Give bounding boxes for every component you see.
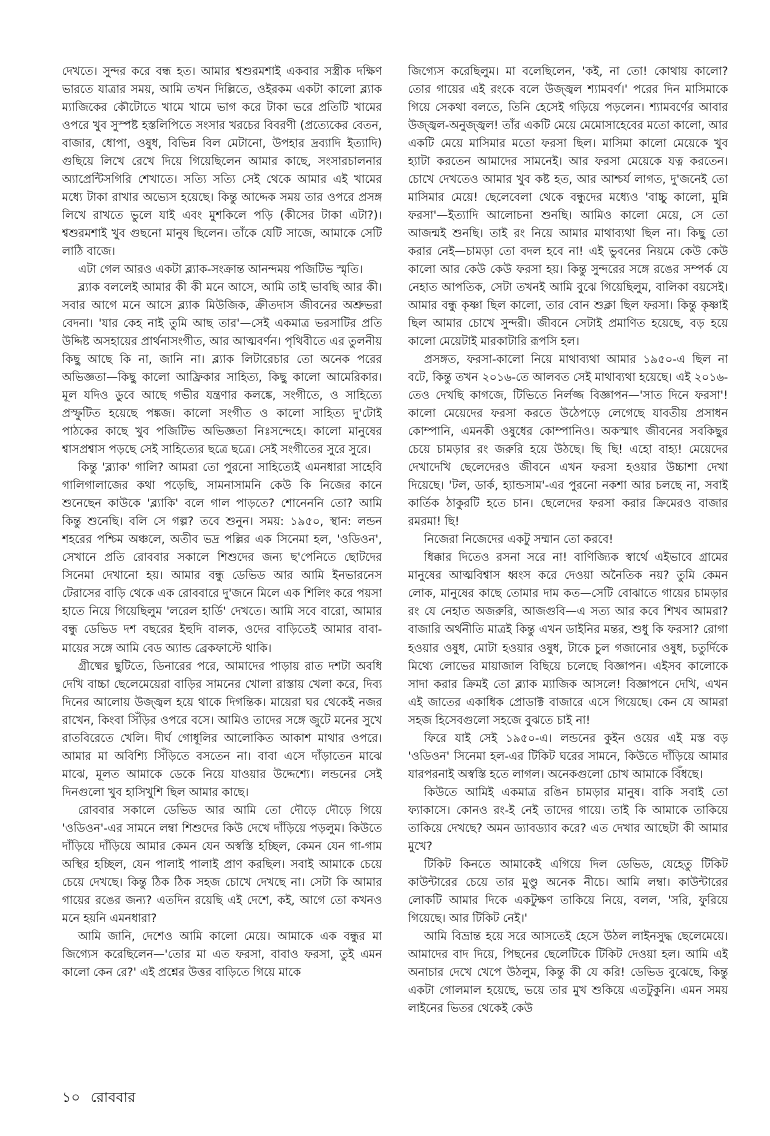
folio [62, 1088, 730, 1108]
paragraph: ব্ল্যাক বললেই আমার কী কী মনে আসে, আমি তাই ভাবছি আর কী। সবার আগে মনে আসে ব্ল্যাক মিউজিক, ক্রীতদাস জীবনের অশ্রুভরা বেদনা। 'যার কেহ নাই তুমি আছ তার'—সেই একমাত্র ভরসাটির প্রতি উদ্দিষ্ট অসহায়ের প্রার্থনাসংগীত, আর আত্মবর্ণন। পৃথিবীতে এর তুলনীয় কিছু আছে কি না, জানি না। ব্ল্যাক লিটারেচার তো অনেক পরের অভিজ্ঞতা—কিছু কালো আফ্রিকার সাহিত্য, কিছু কালো আমেরিকার। মূল যদিও ডুবে আছে গভীর যন্ত্রণার কলঙ্কে, সংগীতে, ও সাহিত্যে প্রস্ফুটিত হয়েছে পঙ্কজ। কালো সংগীত ও কালো সাহিত্য দু'টোই পাঠকের কাছে খুব পজিটিভ অভিজ্ঞতা নিঃসন্দেহে। কালো মানুষের শ্বাসপ্রশ্বাস পড়ছে সেই সাহিত্যের ছত্রে ছত্রে। সেই সংগীতের সুরে সুরে। [62, 280, 382, 457]
paragraph: কিন্তু 'ব্ল্যাক' গালি? আমরা তো পুরনো সাহিত্যেই এমনধারা সাহেবি গালিগালাজের কথা পড়েছি, সামনাসামনি কেউ কি নিজের কানে শুনেছেন কাউকে 'ব্ল্যাকি' বলে গাল পাড়তে? শোনেননি তো? আমি কিন্তু শুনেছি। বলি সে গল্প? তবে শুনুন। সময়: ১৯৫০, স্থান: লন্ডন শহরের পশ্চিম অঞ্চলে, অতীব ভদ্র পল্লির এক সিনেমা হল, 'ওডিওন', সেখানে প্রতি রোববার সকালে শিশুদের জন্য ছ'পেনিতে ছোটদের সিনেমা দেখানো হয়। আমার বন্ধু ডেভিড আর আমি ইনভারনেস টেরাসের বাড়ি থেকে এক রোববারে দু'জনে মিলে এক শিলিং করে পয়সা হাতে নিয়ে গিয়েছিলুম 'লরেল হার্ডি' দেখতে। আমি সবে বারো, আমার বন্ধু ডেভিড দশ বছরের ইহুদি বালক, ওদের বাড়িতেই আমার বাবা-মায়ের সঙ্গে আমি বেড অ্যান্ড ব্রেকফাস্টে থাকি। [62, 460, 382, 655]
paragraph: নিজেরা নিজেদের একটু সম্মান তো করবে! [424, 532, 614, 547]
paragraph: জিগ্যেস করেছিলুম। মা বলেছিলেন, 'কই, না তো! কোথায় কালো? তোর গায়ের এই রংকে বলে উজ্জ্বল শ্যামবর্ণ।' পরের দিন মাসিমাকে গিয়ে সেকথা বলতে, তিনি হেসেই গড়িয়ে পড়লেন। শ্যামবর্ণের আবার উজ্জ্বল-অনুজ্জ্বল! তাঁর একটি মেয়ে মেমোসাহেবের মতো কালো, আর একটি মেয়ে মাসিমার মতো ফরসা ছিল। মাসিমা কালো মেয়েকে খুব হ্যাটা করতেন আমাদের সামনেই। আর ফরসা মেয়েকে যত্ন করতেন। চোখে দেখতেও আমার খুব কষ্ট হত, আর আশ্চর্য লাগত, দু'জনেই তো মাসিমার মেয়ে! ছেলেবেলা থেকে বন্ধুদের মধ্যেও 'বাচ্চু কালো, মুন্নি ফরসা'—ইত্যাদি আলোচনা শুনছি। আমিও কালো মেয়ে, সে তো আজন্মই শুনছি। তাই রং নিয়ে আমার মাথাব্যথা ছিল না। কিছু তো করার নেই—চামড়া তো বদল হবে না! এই ভুবনের নিয়মে কেউ কেউ কালো আর কেউ কেউ ফরসা হয়। কিন্তু সুন্দরের সঙ্গে রঙের সম্পর্ক যে নেহাত আপতিক, সেটা তখনই আমি বুঝে গিয়েছিলুম, বালিকা বয়সেই। আমার বন্ধু কৃষ্ণা ছিল কালো, তার বোন শুক্লা ছিল ফরসা। কিন্তু কৃষ্ণাই ছিল আমার চোখে সুন্দরী। জীবনে সেটাই প্রমাণিত হয়েছে, বড় হয়ে কালো মেয়েটাই মারকাটারি রূপসি হল। [408, 64, 728, 349]
magazine-name: রোববার [90, 1090, 136, 1106]
paragraph: আমি বিভ্রান্ত হয়ে সরে আসতেই হেসে উঠল লাইনসুদ্ধ ছেলেমেয়ে। আমাদের বাদ দিয়ে, পিছনের ছেলেটিকে টিকিট দেওয়া হল। আমি এই অনাচার দেখে খেপে উঠলুম, কিন্তু কী যে করি! ডেভিড বুঝেছে, কিন্তু একটা গোলমাল হয়েছে, ভয়ে তার মুখ শুকিয়ে এতটুকুনি। এমন সময় লাইনের ভিতর থেকেই কেউ [408, 928, 728, 1015]
left-column [62, 62, 382, 1072]
page-number: ১০ [62, 1090, 81, 1106]
paragraph: এটা গেল আরও একটা ব্ল্যাক-সংক্রান্ত আনন্দময় পজিটিভ স্মৃতি। [78, 262, 363, 277]
page-footer [62, 1088, 730, 1110]
right-column [408, 62, 728, 1072]
paragraph: ফিরে যাই সেই ১৯৫০-এ। লন্ডনের কুইন ওয়ের এই মস্ত বড় 'ওডিওন' সিনেমা হল-এর টিকিট ঘরের সামনে, কিউতে দাঁড়িয়ে আমার যারপরনাই অস্বস্তি হতে লাগল। অনেকগুলো চোখ আমাকে বিঁধছে। [408, 730, 728, 781]
paragraph: গ্রীষ্মের ছুটিতে, ডিনারের পরে, আমাদের পাড়ায় রাত দশটা অবধি দেখি বাচ্চা ছেলেমেয়েরা বাড়ির সামনের খোলা রাস্তায় খেলা করে, দিব্য দিনের আলোয় উজ্জ্বল হয়ে থাকে দিগন্তিক। মায়েরা ঘর থেকেই নজর রাখেন, কিংবা সিঁড়ির ওপরে বসে। আমিও তাদের সঙ্গে জুটে মনের সুখে রাতবিরেতে খেলি। দীর্ঘ গোধূলির আলোকিত আকাশ মাথার ওপরে। আমার মা অবিশ্যি সিঁড়িতে বসতেন না। বাবা এসে দাঁড়াতেন মাঝে মাঝে, মূলত আমাকে ডেকে নিয়ে যাওয়ার উদ্দেশ্যে। লন্ডনের সেই দিনগুলো খুব হাসিখুশি ছিল আমার কাছে। [62, 658, 382, 799]
article-page [62, 62, 730, 1072]
paragraph: টিকিট কিনতে আমাকেই এগিয়ে দিল ডেভিড, যেহেতু টিকিট কাউন্টারের চেয়ে তার মুণ্ডু অনেক নীচে। আমি লম্বা। কাউন্টারের লোকটি আমার দিকে একটুক্ষণ তাকিয়ে নিয়ে, বলল, 'সরি, ফুরিয়ে গিয়েছে। আর টিকিট নেই।' [408, 856, 728, 925]
paragraph: আমি জানি, দেশেও আমি কালো মেয়ে। আমাকে এক বন্ধুর মা জিগ্যেস করেছিলেন—'তোর মা এত ফরসা, বাবাও ফরসা, তুই এমন কালো কেন রে?' এই প্রশ্নের উত্তর বাড়িতে গিয়ে মাকে [62, 928, 382, 979]
paragraph: রোববার সকালে ডেভিড আর আমি তো দৌড়ে দৌড়ে গিয়ে 'ওডিওন'-এর সামনে লম্বা শিশুদের কিউ দেখে দাঁড়িয়ে পড়লুম। কিউতে দাঁড়িয়ে দাঁড়িয়ে আমার কেমন যেন অস্বস্তি হচ্ছিল, কেমন যেন গা-গাম অস্থির হচ্ছিল, যেন পালাই পালাই প্রাণ করছিল। সবাই আমাকে চেয়ে চেয়ে দেখছে। কিন্তু ঠিক ঠিক সহজ চোখে দেখছে না। সেটা কি আমার গায়ের রঙের জন্য? এতদিন রয়েছি এই দেশে, কই, আগে তো কখনও মনে হয়নি এমনধারা? [62, 802, 382, 925]
paragraph: দেখতে। সুন্দর করে বন্ধ হত। আমার শ্বশুরমশাই একবার সস্ত্রীক দক্ষিণ ভারতে যাত্রার সময়, আমি তখন দিল্লিতে, ওইরকম একটা কালো ব্ল্যাক ম্যাজিকের কৌটোতে খামে খামে ভাগ করে টাকা ভরে প্রতিটি খামের ওপরে খুব সুস্পষ্ট হস্তলিপিতে সংসার খরচের বিবরণী (প্রত্যেকের বেতন, বাজার, ধোপা, ওষুধ, বিভিন্ন বিল মেটানো, উপহার দ্রব্যাদি ইত্যাদি) গুছিয়ে লিখে রেখে দিয়ে গিয়েছিলেন আমার কাছে, সংসারচালনার অ্যাপ্রেন্টিসগিরি শেখাতে। সত্যি সত্যি সেই থেকে আমার এই খামের মধ্যে টাকা রাখার অভ্যেস হয়েছে। কিন্তু আদ্দেক সময় তার ওপরে প্রসঙ্গ লিখে রাখতে ভুলে যাই এবং মুশকিলে পড়ি (কীসের টাকা এটা?)। শ্বশুরমশাই খুব গুছনো মানুষ ছিলেন। তাঁকে যেটি সাজে, আমাকে সেটি লাঠি বাজে। [62, 64, 382, 259]
paragraph: কিউতে আমিই একমাত্র রঙিন চামড়ার মানুষ। বাকি সবাই তো ফ্যাকাসে। কোনও রং-ই নেই তাদের গায়ে। তাই কি আমাকে তাকিয়ে তাকিয়ে দেখছে? অমন ড্যাবড্যাব করে? এত দেখার আছেটা কী আমার মুখে? [408, 784, 728, 853]
paragraph: ধিক্কার দিতেও রসনা সরে না! বাণিজ্যিক স্বার্থে এইভাবে গ্রামের মানুষের আত্মবিশ্বাস ধ্বংস করে দেওয়া অনৈতিক নয়? তুমি কেমন লোক, মানুষের কাছে তোমার দাম কত—সেটি বোঝাতে গায়ের চামড়ার রং যে নেহাত অজরুরি, আজগুবি—এ সত্য আর কবে শিখব আমরা? বাজারি অর্থনীতি মাত্রই কিন্তু এখন ডাইনির মন্তর, শুধু কি ফরসা? রোগা হওয়ার ওষুধ, মোটা হওয়ার ওষুধ, টাকে চুল গজানোর ওষুধ, চতুর্দিকে মিথ্যে লোভের মায়াজাল বিছিয়ে চলেছে বিজ্ঞাপন। এইসব কালোকে সাদা করার ক্রিমই তো ব্ল্যাক ম্যাজিক আসলে! বিজ্ঞাপনে দেখি, এখন এই জাতের একাধিক প্রোডাক্ট বাজারে এসে গিয়েছে। কেন যে আমরা সহজ হিসেবগুলো সহজে বুঝতে চাই না! [408, 550, 728, 727]
paragraph: প্রসঙ্গত, ফরসা-কালো নিয়ে মাথাব্যথা আমার ১৯৫০-এ ছিল না বটে, কিন্তু তখন ২০১৬-তে আলবত সেই মাথাব্যথা হয়েছে। এই ২০১৬-তেও দেখছি কাগজে, টিভিতে নির্লজ্জ বিজ্ঞাপন—'সাত দিনে ফরসা'! কালো মেয়েদের ফরসা করতে উঠেপড়ে লেগেছে যাবতীয় প্রসাধন কোম্পানি, এমনকী ওষুধের কোম্পানিও। অকস্মাৎ জীবনের সবকিছুর চেয়ে চামড়ার রং জরুরি হয়ে উঠছে। ছি ছি! এহো বাহ্য! মেয়েদের দেখাদেখি ছেলেদেরও জীবনে এখন ফরসা হওয়ার উচ্চাশা দেখা দিয়েছে। 'টল, ডার্ক, হ্যান্ডসাম'-এর পুরনো নকশা আর চলছে না, সবাই কার্তিক ঠাকুরটি হতে চান। ছেলেদের ফরসা করার ক্রিমেরও বাজার রমরমা! ছি! [408, 352, 728, 529]
